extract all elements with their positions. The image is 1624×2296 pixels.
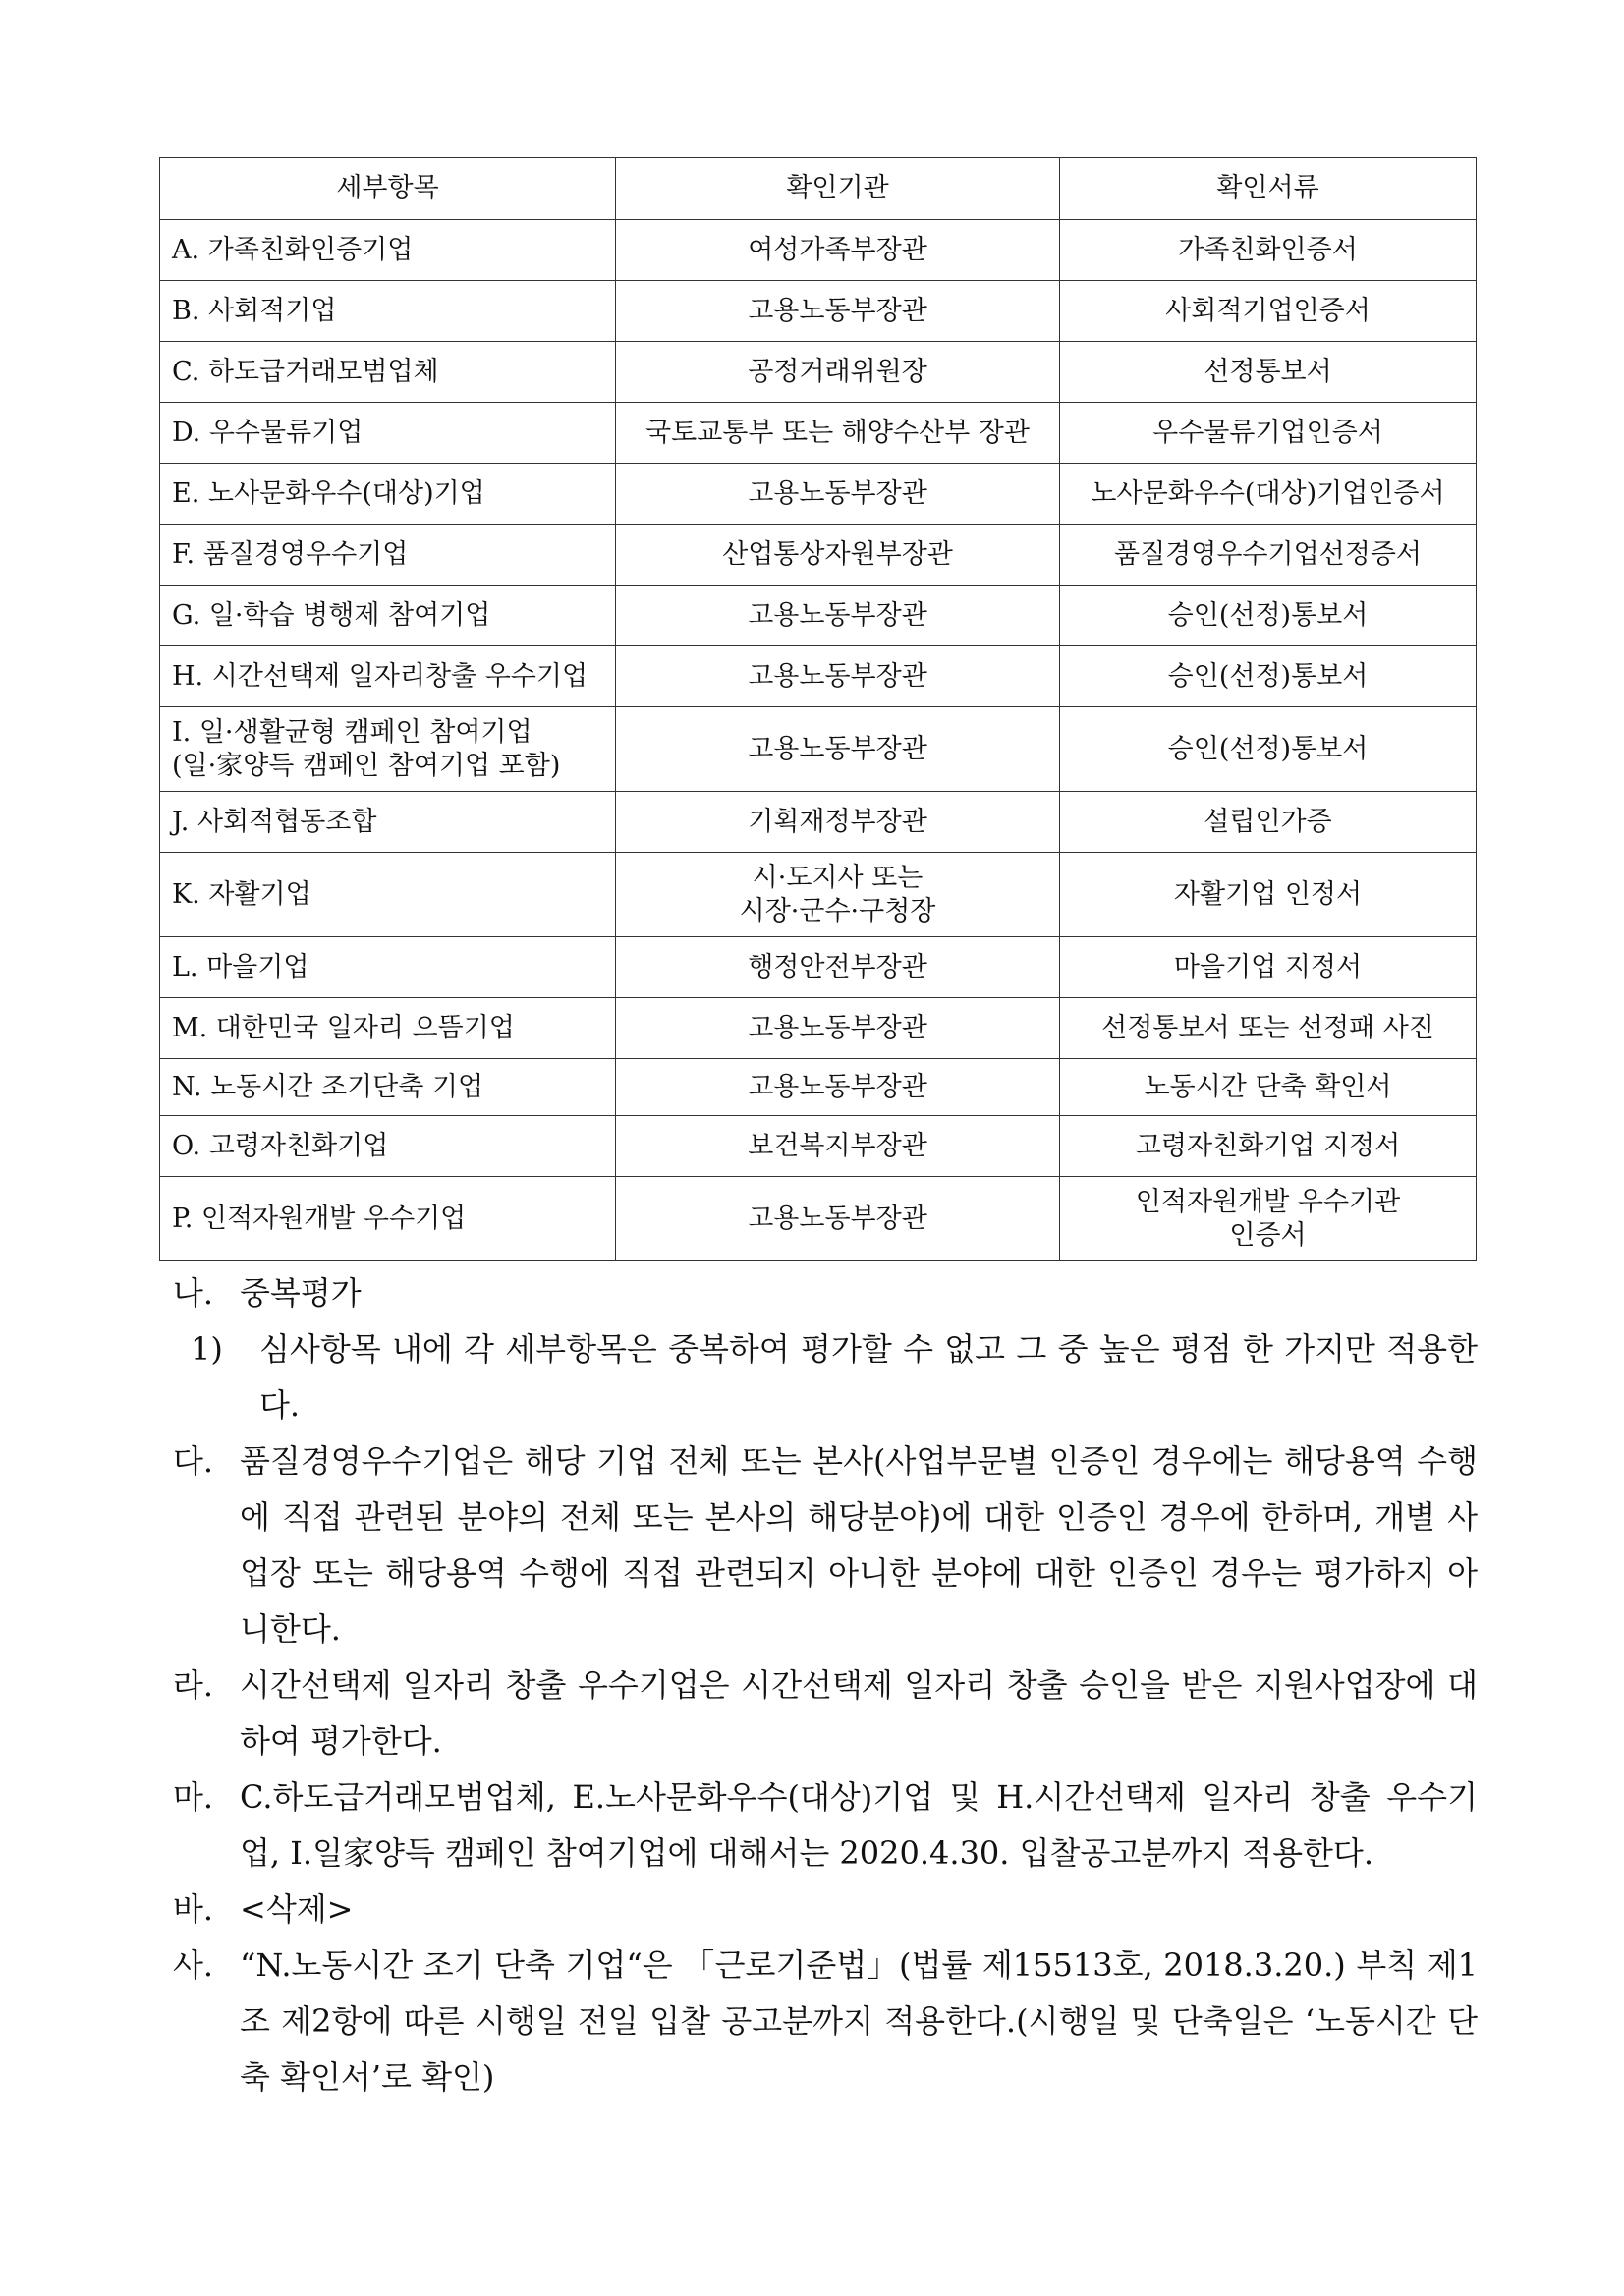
table-row [160, 998, 1477, 1059]
row-confirming-document: 승인(선정)통보서 [1060, 586, 1477, 646]
row-detail-item: L. 마을기업 [160, 937, 616, 998]
table-row [160, 464, 1477, 525]
row-detail-item: C. 하도급거래모범업체 [160, 342, 616, 403]
row-confirming-document: 선정통보서 [1060, 342, 1477, 403]
table-row [160, 1177, 1477, 1261]
row-confirming-document: 가족친화인증서 [1060, 220, 1477, 281]
row-detail-item: F. 품질경영우수기업 [160, 525, 616, 586]
note-text: 중복평가 [240, 1274, 362, 1312]
note-text: “N.노동시간 조기 단축 기업“은 「근로기준법」(법률 제15513호, 2018.3.20.) 부칙 제1조 제2항에 따른 시행일 전일 입찰 공고분까지 적용한다.(시행일 및 단축일은 ‘노동시간 단축 확인서’로 확인) [240, 1946, 1478, 2096]
note-paragraph [173, 1937, 1478, 2105]
note-text: 심사항목 내에 각 세부항목은 중복하여 평가할 수 없고 그 중 높은 평점 한 가지만 적용한다. [259, 1330, 1478, 1424]
row-confirming-document: 승인(선정)통보서 [1060, 646, 1477, 707]
header-confirming-agency: 확인기관 [616, 158, 1060, 220]
note-text: 시간선택제 일자리 창출 우수기업은 시간선택제 일자리 창출 승인을 받은 지원사업장에 대하여 평가한다. [240, 1666, 1478, 1760]
note-marker: 라. [173, 1666, 214, 1704]
table-row [160, 525, 1477, 586]
row-detail-item: H. 시간선택제 일자리창출 우수기업 [160, 646, 616, 707]
note-paragraph [173, 1433, 1478, 1657]
table-row [160, 937, 1477, 998]
note-marker: 다. [173, 1442, 214, 1480]
row-confirming-agency: 고용노동부장관 [616, 281, 1060, 342]
row-confirming-document: 고령자친화기업 지정서 [1060, 1116, 1477, 1177]
row-confirming-agency: 고용노동부장관 [616, 586, 1060, 646]
row-detail-item: K. 자활기업 [160, 853, 616, 937]
notes-section [173, 1265, 1478, 2105]
row-confirming-document: 인적자원개발 우수기관 인증서 [1060, 1177, 1477, 1261]
note-marker: 사. [173, 1946, 214, 1984]
note-marker: 1) [191, 1330, 223, 1368]
row-confirming-agency: 보건복지부장관 [616, 1116, 1060, 1177]
note-text: C.하도급거래모범업체, E.노사문화우수(대상)기업 및 H.시간선택제 일자리 창출 우수기업, I.일家양득 캠페인 참여기업에 대해서는 2020.4.30. 입찰공고분까지 적용한다. [240, 1778, 1478, 1872]
row-detail-item: E. 노사문화우수(대상)기업 [160, 464, 616, 525]
table-row [160, 586, 1477, 646]
row-confirming-agency: 여성가족부장관 [616, 220, 1060, 281]
table-row [160, 342, 1477, 403]
row-confirming-agency: 고용노동부장관 [616, 646, 1060, 707]
row-confirming-document: 노동시간 단축 확인서 [1060, 1059, 1477, 1116]
row-confirming-document: 사회적기업인증서 [1060, 281, 1477, 342]
table-row [160, 646, 1477, 707]
row-confirming-document: 품질경영우수기업선정증서 [1060, 525, 1477, 586]
row-confirming-agency: 고용노동부장관 [616, 464, 1060, 525]
row-confirming-document: 선정통보서 또는 선정패 사진 [1060, 998, 1477, 1059]
note-text: 품질경영우수기업은 해당 기업 전체 또는 본사(사업부문별 인증인 경우에는 해당용역 수행에 직접 관련된 분야의 전체 또는 본사의 해당분야)에 대한 인증인 경우에 한하며, 개별 사업장 또는 해당용역 수행에 직접 관련되지 아니한 분야에 대한 인증인 경우는 평가하지 아니한다. [240, 1442, 1478, 1648]
row-confirming-document: 마을기업 지정서 [1060, 937, 1477, 998]
table-row [160, 1059, 1477, 1116]
table-row [160, 281, 1477, 342]
row-detail-item: B. 사회적기업 [160, 281, 616, 342]
note-paragraph [191, 1321, 1478, 1433]
row-confirming-document: 노사문화우수(대상)기업인증서 [1060, 464, 1477, 525]
row-confirming-agency: 산업통상자원부장관 [616, 525, 1060, 586]
row-confirming-agency: 고용노동부장관 [616, 707, 1060, 792]
row-confirming-document: 설립인가증 [1060, 792, 1477, 853]
row-confirming-agency: 공정거래위원장 [616, 342, 1060, 403]
row-detail-item: N. 노동시간 조기단축 기업 [160, 1059, 616, 1116]
row-confirming-document: 자활기업 인정서 [1060, 853, 1477, 937]
note-paragraph [173, 1265, 1478, 1321]
note-marker: 바. [173, 1890, 214, 1928]
table-row [160, 403, 1477, 464]
note-paragraph [173, 1769, 1478, 1881]
row-detail-item: P. 인적자원개발 우수기업 [160, 1177, 616, 1261]
certification-table [159, 157, 1477, 1261]
row-detail-item: G. 일·학습 병행제 참여기업 [160, 586, 616, 646]
note-paragraph [173, 1881, 1478, 1937]
row-detail-item: M. 대한민국 일자리 으뜸기업 [160, 998, 616, 1059]
header-confirming-document: 확인서류 [1060, 158, 1477, 220]
row-confirming-agency: 기획재정부장관 [616, 792, 1060, 853]
table-row [160, 1116, 1477, 1177]
row-detail-item: J. 사회적협동조합 [160, 792, 616, 853]
row-detail-item: D. 우수물류기업 [160, 403, 616, 464]
note-paragraph [173, 1657, 1478, 1769]
note-marker: 나. [173, 1274, 214, 1312]
table-row [160, 220, 1477, 281]
row-confirming-agency: 시·도지사 또는 시장·군수·구청장 [616, 853, 1060, 937]
table-row [160, 792, 1477, 853]
header-detail-item: 세부항목 [160, 158, 616, 220]
row-confirming-agency: 고용노동부장관 [616, 998, 1060, 1059]
row-confirming-agency: 행정안전부장관 [616, 937, 1060, 998]
row-detail-item: I. 일·생활균형 캠페인 참여기업 (일·家양득 캠페인 참여기업 포함) [160, 707, 616, 792]
row-confirming-agency: 국토교통부 또는 해양수산부 장관 [616, 403, 1060, 464]
row-confirming-agency: 고용노동부장관 [616, 1177, 1060, 1261]
row-confirming-document: 승인(선정)통보서 [1060, 707, 1477, 792]
row-detail-item: A. 가족친화인증기업 [160, 220, 616, 281]
row-confirming-agency: 고용노동부장관 [616, 1059, 1060, 1116]
table-row [160, 707, 1477, 792]
row-confirming-document: 우수물류기업인증서 [1060, 403, 1477, 464]
table-header-row [160, 158, 1477, 220]
row-detail-item: O. 고령자친화기업 [160, 1116, 616, 1177]
note-text: <삭제> [240, 1890, 354, 1928]
table-row [160, 853, 1477, 937]
note-marker: 마. [173, 1778, 214, 1816]
